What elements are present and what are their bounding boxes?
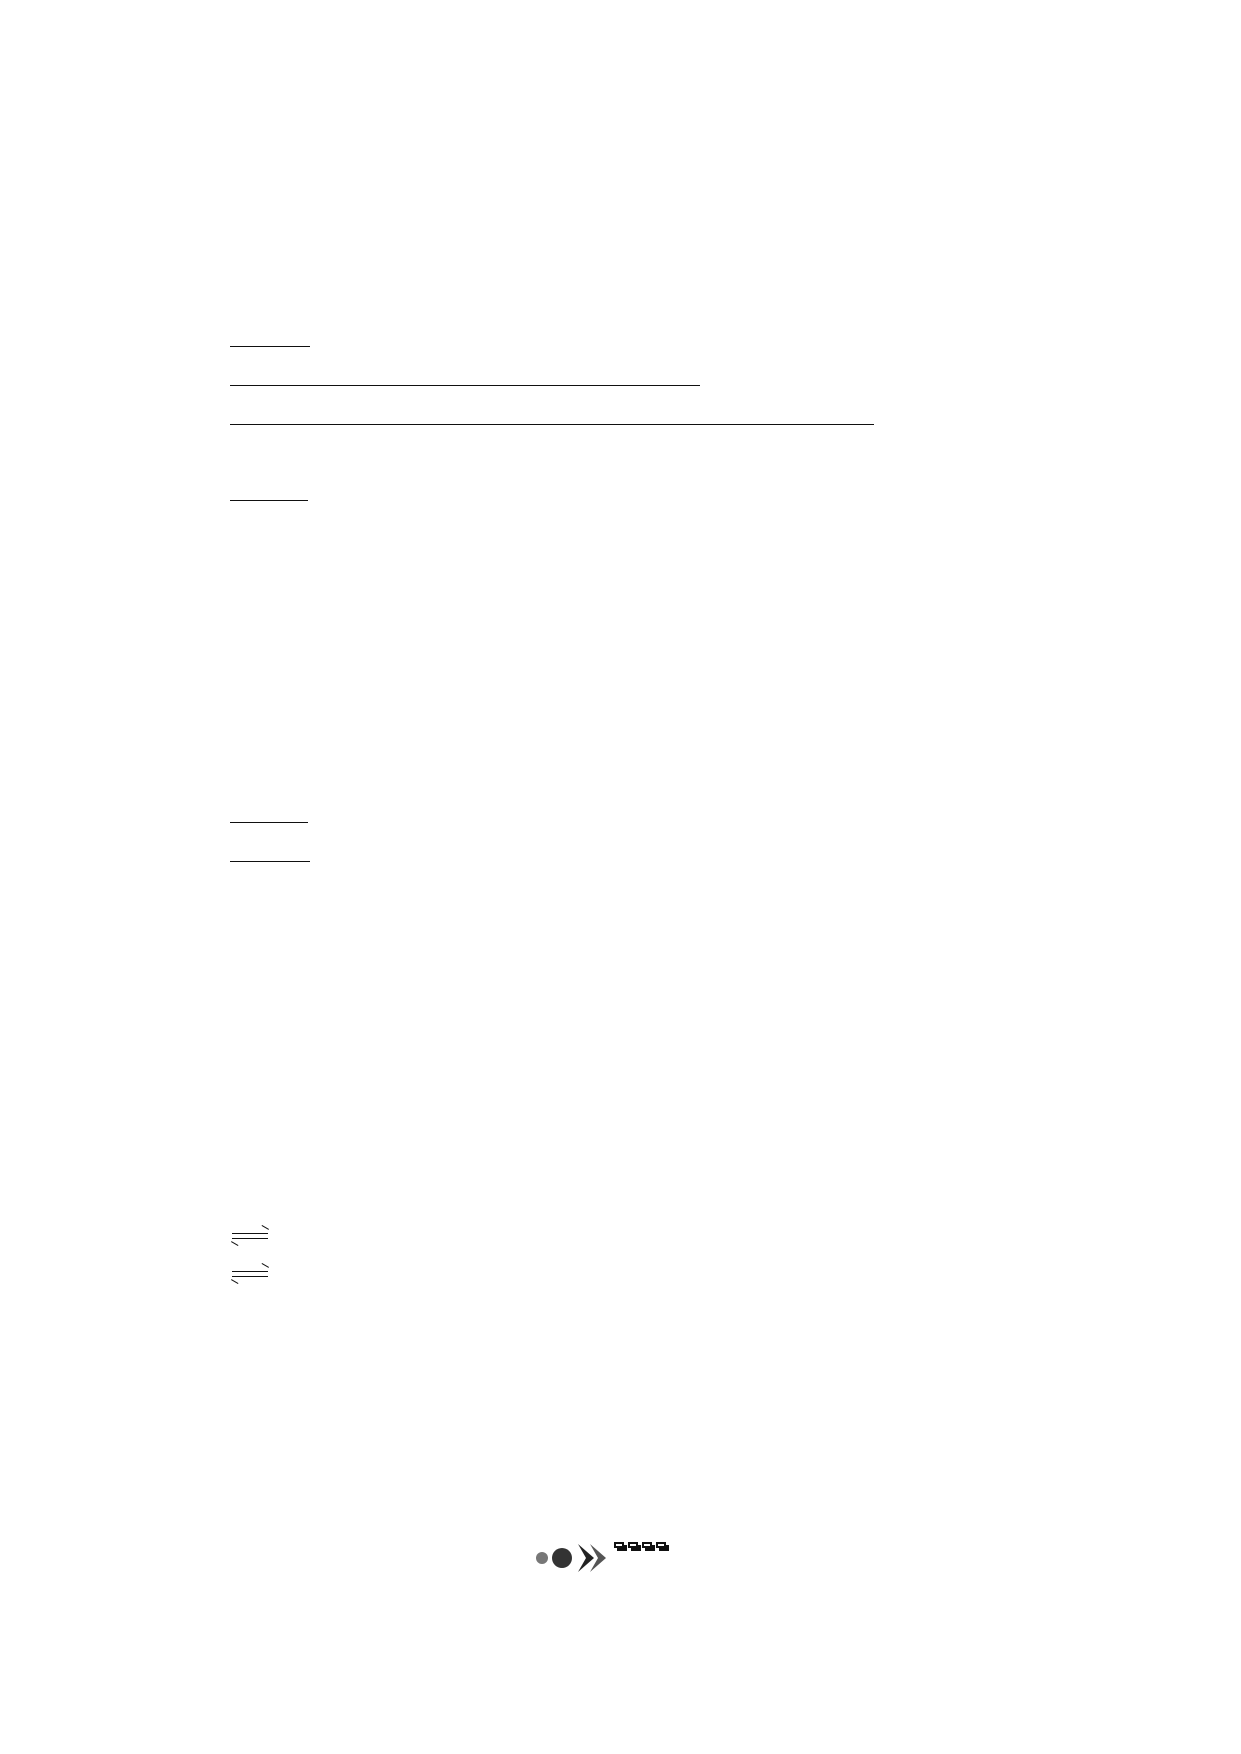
answer-blank[interactable] bbox=[230, 802, 308, 823]
banner-char bbox=[642, 1542, 652, 1548]
banner-char bbox=[656, 1542, 666, 1548]
banner-dots-icon bbox=[530, 1538, 614, 1578]
section-title bbox=[614, 1542, 666, 1548]
answer-blank[interactable] bbox=[230, 480, 308, 501]
answer-equation bbox=[230, 1220, 270, 1248]
section-banner bbox=[530, 1538, 770, 1578]
subquestion-1 bbox=[230, 326, 310, 354]
answer-blank[interactable] bbox=[230, 404, 874, 425]
subquestion-2 bbox=[230, 365, 700, 393]
banner-char bbox=[628, 1542, 638, 1548]
banner-char bbox=[614, 1542, 624, 1548]
answer-blank[interactable] bbox=[230, 841, 310, 862]
titration-charts bbox=[400, 665, 880, 885]
equilibrium-arrow-icon bbox=[230, 1269, 270, 1279]
answer-blank[interactable] bbox=[230, 326, 310, 347]
subquestion-2-cont bbox=[230, 404, 874, 432]
subquestion-4-2 bbox=[230, 841, 310, 869]
answer-blank[interactable] bbox=[230, 365, 700, 386]
subquestion-3 bbox=[230, 480, 308, 508]
answer-equation bbox=[230, 1258, 270, 1286]
equilibrium-arrow-icon bbox=[230, 1231, 270, 1241]
subquestion-4-1 bbox=[230, 802, 308, 830]
